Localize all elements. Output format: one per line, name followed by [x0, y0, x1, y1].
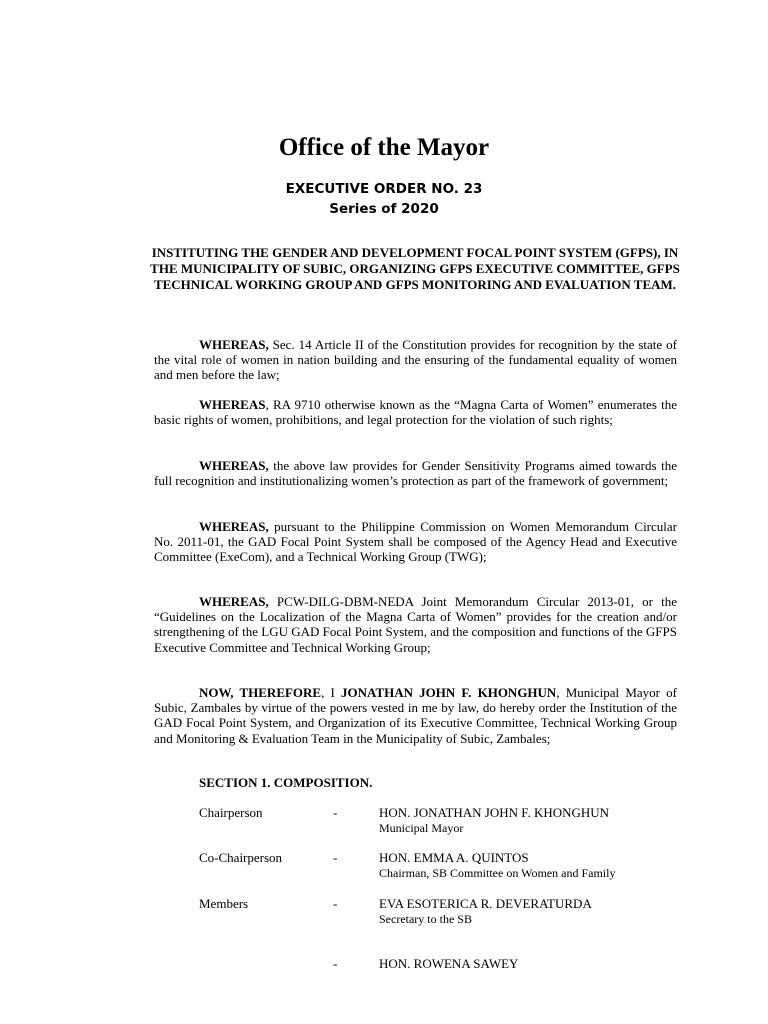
composition-role: Co-Chairperson — [199, 850, 283, 865]
composition-dash: - — [333, 956, 338, 971]
whereas-lead: WHEREAS, — [199, 594, 269, 609]
composition-title: Secretary to the SB — [379, 912, 472, 926]
whereas-text: Sec. 14 Article II of the Constitution provides for recognition by the state of the vital role of women in nation building and the ensuring of the fundamental equality of women and men before the law; — [154, 337, 677, 383]
whereas-paragraph-5 — [154, 594, 677, 655]
whereas-lead: WHEREAS, — [199, 337, 269, 352]
whereas-text: PCW-DILG-DBM-NEDA Joint Memorandum Circular 2013-01, or the “Guidelines on the Localization of the Magna Carta of Women” provides for the creation and/or strengthening of the LGU GAD Focal Point System, and the composition and functions of the GFPS Executive Committee and Technical Working Group; — [154, 594, 677, 655]
mayor-name: JONATHAN JOHN F. KHONGHUN — [341, 685, 557, 700]
whereas-paragraph-1 — [154, 337, 677, 383]
composition-name: EVA ESOTERICA R. DEVERATURDA — [379, 896, 592, 911]
composition-name: HON. JONATHAN JOHN F. KHONGHUN — [379, 805, 610, 820]
composition-role: Members — [199, 896, 249, 911]
whereas-lead: WHEREAS, — [199, 519, 269, 534]
office-title: Office of the Mayor — [278, 134, 490, 161]
order-subject: INSTITUTING THE GENDER AND DEVELOPMENT FOCAL POINT SYSTEM (GFPS), IN THE MUNICIPALITY OF SUBIC, ORGANIZING GFPS EXECUTIVE COMMITTEE, GFPS TECHNICAL WORKING GROUP AND GFPS MONITORING AND EVALUATION TEAM. — [150, 245, 680, 292]
whereas-paragraph-3 — [154, 458, 677, 488]
whereas-lead: WHEREAS — [199, 397, 266, 412]
composition-name: HON. ROWENA SAWEY — [379, 956, 519, 971]
whereas-text: the above law provides for Gender Sensitivity Programs aimed towards the full recognition and institutionalizing women’s protection as part of the framework of government; — [154, 458, 677, 489]
composition-dash: - — [333, 896, 338, 911]
resolution-text: , Municipal Mayor of Subic, Zambales by virtue of the powers vested in me by law, do hereby order the Institution of the GAD Focal Point System, and Organization of its Executive Committee, Technical Working Group and Monitoring & Evaluation Team in the Municipality of Subic, Zambales; — [154, 685, 677, 746]
resolution-paragraph — [154, 685, 677, 746]
whereas-text: pursuant to the Philippine Commission on Women Memorandum Circular No. 2011-01, the GAD Focal Point System shall be composed of the Agency Head and Executive Committee (ExeCom), and a Technical Working Group (TWG); — [154, 519, 677, 565]
resolution-lead: NOW, THEREFORE — [199, 685, 322, 700]
whereas-text: , RA 9710 otherwise known as the “Magna Carta of Women” enumerates the basic rights of women, prohibitions, and legal protection for the violation of such rights; — [154, 397, 677, 428]
resolution-sep: , I — [321, 685, 342, 700]
composition-title: Chairman, SB Committee on Women and Family — [379, 866, 616, 880]
executive-order-series: Series of 2020 — [329, 201, 439, 217]
whereas-paragraph-4 — [154, 519, 677, 565]
section-1-heading: SECTION 1. COMPOSITION. — [199, 775, 373, 790]
whereas-paragraph-2 — [154, 397, 677, 427]
whereas-lead: WHEREAS, — [199, 458, 269, 473]
composition-dash: - — [333, 850, 338, 865]
composition-title: Municipal Mayor — [379, 821, 464, 835]
composition-role: Chairperson — [199, 805, 263, 820]
composition-name: HON. EMMA A. QUINTOS — [379, 850, 529, 865]
executive-order-number: EXECUTIVE ORDER NO. 23 — [285, 181, 483, 197]
composition-dash: - — [333, 805, 338, 820]
